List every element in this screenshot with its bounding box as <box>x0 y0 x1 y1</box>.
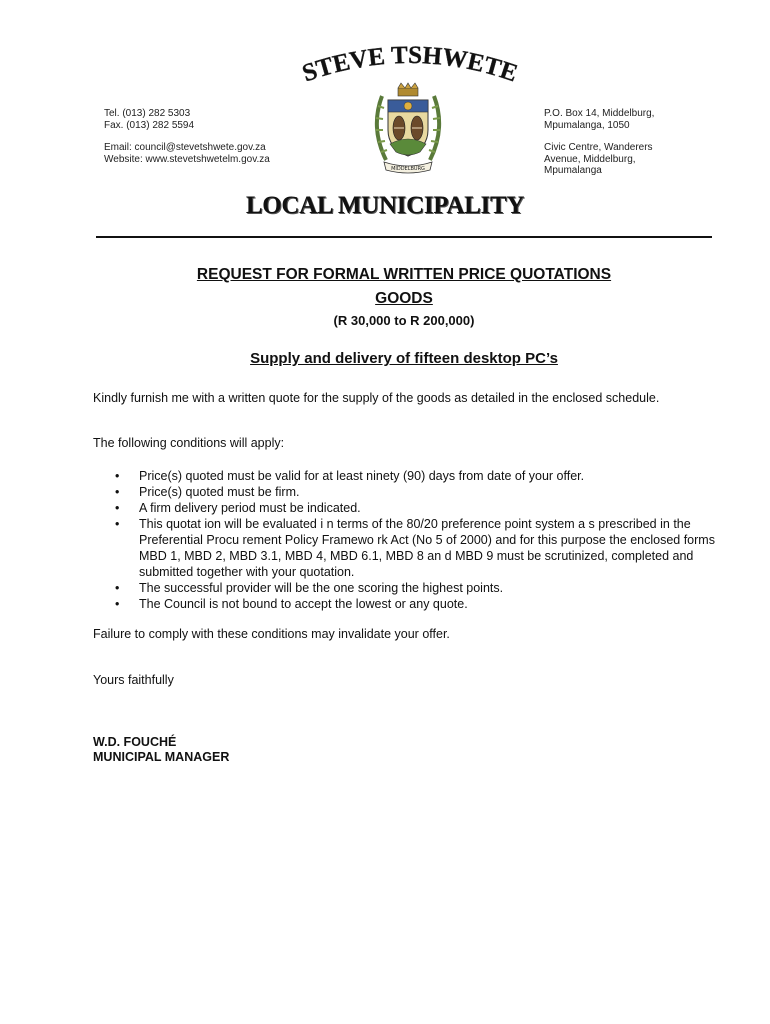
arched-title-text: STEVE TSHWETE <box>299 41 521 88</box>
list-item: • A firm delivery period must be indicated. <box>93 500 733 516</box>
municipality-title: LOCAL MUNICIPALITY <box>245 192 525 219</box>
conditions-intro: The following conditions will apply: <box>93 436 285 450</box>
right-contact <box>544 108 654 177</box>
website-text: Website: www.stevetshwetelm.gov.za <box>104 153 270 165</box>
po-box-line-1: P.O. Box 14, Middelburg, <box>544 108 655 119</box>
fax-text: Fax. (013) 282 5594 <box>104 119 195 131</box>
list-item: • Price(s) quoted must be valid for at least ninety (90) days from date of your offer. <box>93 468 733 484</box>
municipal-crest-icon <box>368 78 448 178</box>
header-divider <box>96 236 712 238</box>
conditions-list <box>93 468 733 612</box>
warning-paragraph: Failure to comply with these conditions may invalidate your offer. <box>93 627 450 641</box>
crest-motto: MIDDELBURG <box>391 166 425 172</box>
document-heading: REQUEST FOR FORMAL WRITTEN PRICE QUOTATIONS <box>196 266 612 283</box>
list-item: • The Council is not bound to accept the lowest or any quote. <box>93 596 733 612</box>
po-box-line-2: Mpumalanga, 1050 <box>544 119 630 131</box>
civic-line-2: Avenue, Middelburg, <box>544 153 636 165</box>
price-range: (R 30,000 to R 200,000) <box>333 313 475 328</box>
tel-text: Tel. (013) 282 5303 <box>104 108 191 119</box>
email-text: Email: council@stevetshwete.gov.za <box>104 142 266 153</box>
list-item: • The successful provider will be the one scoring the highest points. <box>93 580 733 596</box>
closing-text: Yours faithfully <box>93 673 174 687</box>
civic-line-3: Mpumalanga <box>544 165 602 176</box>
left-contact <box>104 108 270 165</box>
document-subheading: GOODS <box>375 290 433 307</box>
list-item: • This quotat ion will be evaluated i n terms of the 80/20 preference point system a s prescribed in the Preferential Procu rement Policy Framewo rk Act (No 5 of 2000) and for this purpose the enclosed forms MBD 1, MBD 2, MBD 3.1, MBD 4, MBD 6.1, MBD 8 an d MBD 9 must be scrutinized, completed and submitted together with your quotation. <box>93 516 733 580</box>
signatory-name: W.D. FOUCHÉ <box>93 735 177 749</box>
list-item: • Price(s) quoted must be firm. <box>93 484 733 500</box>
subject-heading: Supply and delivery of fifteen desktop PC’s <box>250 350 558 367</box>
intro-paragraph: Kindly furnish me with a written quote for the supply of the goods as detailed in the enclosed schedule. <box>93 391 660 405</box>
signatory-title: MUNICIPAL MANAGER <box>93 750 230 764</box>
civic-line-1: Civic Centre, Wanderers <box>544 142 653 153</box>
